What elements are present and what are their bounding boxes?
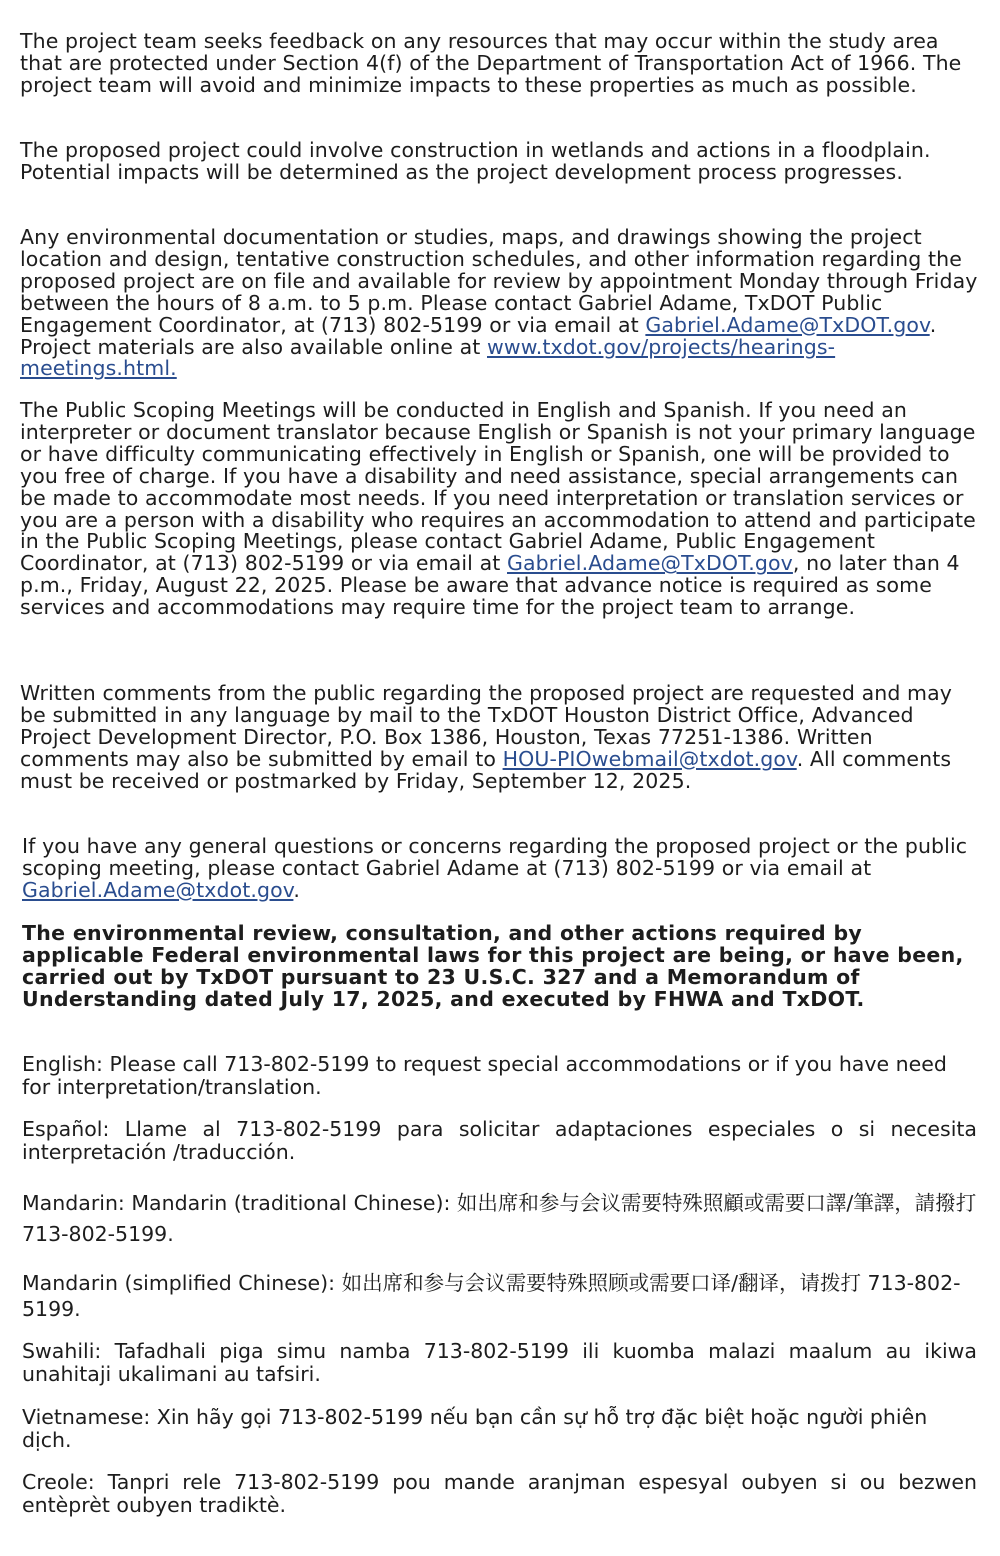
- contact-email-link[interactable]: Gabriel.Adame@TxDOT.gov: [645, 312, 930, 337]
- federal-review-text: The environmental review, consultation, and other actions required by applicable Federal environmental laws for this project are being, or have been, carried out by TxDOT pursuant to 23 U.S.C. 327 and a Memorandum of Understanding dated July 17, 2025, and executed by FHWA and TxDOT.: [22, 921, 964, 1011]
- general-questions-text-after: .: [293, 877, 301, 902]
- wetlands-text: The proposed project could involve construction in wetlands and actions in a floodplain. Potential impacts will be determined as the project development process progresses.: [20, 138, 931, 184]
- general-questions-paragraph: [22, 836, 982, 902]
- language-assistance-text: The Public Scoping Meetings will be conducted in English and Spanish. If you need an interpreter or document translator because English or Spanish is not your primary language or have difficulty communicating effectively in English or Spanish, one will be provided to you free of charge. If you have a disability and need assistance, special arrangements can be made to accommodate most needs. If you need interpretation or translation services or you are a person with a disability who requires an accommodation to attend and participate in the Public Scoping Meetings, please contact Gabriel Adame, Public Engagement Coordinator, at (713) 802-5199 or via email at: [20, 398, 976, 576]
- federal-review-statement: [22, 923, 977, 1011]
- language-assistance-text-after: , no later than 4 p.m., Friday, August 22, 2025. Please be aware that advance notice is required as some services and accommodations may require time for the project team to arrange.: [20, 551, 960, 620]
- documentation-paragraph: [20, 227, 980, 380]
- language-assistance-paragraph: [20, 400, 980, 619]
- written-comments-text-after: . All comments must be received or postmarked by Friday, September 12, 2025.: [20, 746, 952, 793]
- creole-notice-text: Creole: Tanpri rele 713-802-5199 pou mande aranjman espesyal oubyen si ou bezwen entèprèt oubyen tradiktè.: [22, 1470, 977, 1517]
- english-notice-text: English: Please call 713-802-5199 to request special accommodations or if you have need for interpretation/translation.: [22, 1052, 947, 1099]
- mandarin-simplified-text: Mandarin (simplified Chinese): 如出席和参与会议需要特殊照顾或需要口译/翻译，请拨打 713-802- 5199.: [22, 1271, 961, 1321]
- documentation-text: Any environmental documentation or studies, maps, and drawings showing the project location and design, tentative construction schedules, and other information regarding the proposed project are on file and available for review by appointment Monday through Friday between the hours of 8 a.m. to 5 p.m. Please contact Gabriel Adame, TxDOT Public Engagement Coordinator, at (713) 802-5199 or via email at: [20, 225, 978, 337]
- spanish-notice: [22, 1118, 977, 1163]
- english-notice: [22, 1053, 977, 1098]
- wetlands-paragraph: [20, 140, 980, 184]
- written-comments-paragraph: [20, 683, 980, 793]
- swahili-notice: [22, 1340, 977, 1385]
- mandarin-traditional-notice: [22, 1188, 977, 1250]
- mandarin-simplified-notice: [22, 1270, 977, 1322]
- section-4f-text: The project team seeks feedback on any resources that may occur within the study area that are protected under Section 4(f) of the Department of Transportation Act of 1966. The project team will avoid and minimize impacts to these properties as much as possible.: [20, 29, 962, 97]
- section-4f-paragraph: [20, 31, 980, 97]
- accommodation-email-link[interactable]: Gabriel.Adame@TxDOT.gov: [507, 551, 793, 576]
- vietnamese-notice-text: Vietnamese: Xin hãy gọi 713-802-5199 nếu bạn cần sự hỗ trợ đặc biệt hoặc người phiên dịch.: [22, 1405, 928, 1452]
- general-questions-text: If you have any general questions or concerns regarding the proposed project or the public scoping meeting, please contact Gabriel Adame at (713) 802-5199 or via email at: [22, 834, 968, 880]
- documentation-text-middle: . Project materials are also available online at: [20, 312, 937, 359]
- creole-notice: [22, 1471, 977, 1516]
- mandarin-traditional-text: Mandarin: Mandarin (traditional Chinese): 如出席和参与会议需要特殊照顧或需要口譯/筆譯，請撥打 713-802-5199.: [22, 1191, 977, 1246]
- written-comments-text: Written comments from the public regarding the proposed project are requested and may be submitted in any language by mail to the TxDOT Houston District Office, Advanced Project Development Director, P.O. Box 1386, Houston, Texas 77251-1386. Written comments may also be submitted by email to: [20, 681, 953, 771]
- questions-email-link[interactable]: Gabriel.Adame@txdot.gov: [22, 877, 294, 902]
- hearings-meetings-link[interactable]: www.txdot.gov/projects/hearings-meetings.html.: [20, 334, 836, 381]
- comments-email-link[interactable]: HOU-PIOwebmail@txdot.gov: [502, 746, 797, 771]
- swahili-notice-text: Swahili: Tafadhali piga simu namba 713-802-5199 ili kuomba malazi maalum au ikiwa unahitaji ukalimani au tafsiri.: [22, 1339, 977, 1386]
- spanish-notice-text: Español: Llame al 713-802-5199 para solicitar adaptaciones especiales o si necesita interpretación /traducción.: [22, 1117, 977, 1164]
- vietnamese-notice: [22, 1406, 977, 1451]
